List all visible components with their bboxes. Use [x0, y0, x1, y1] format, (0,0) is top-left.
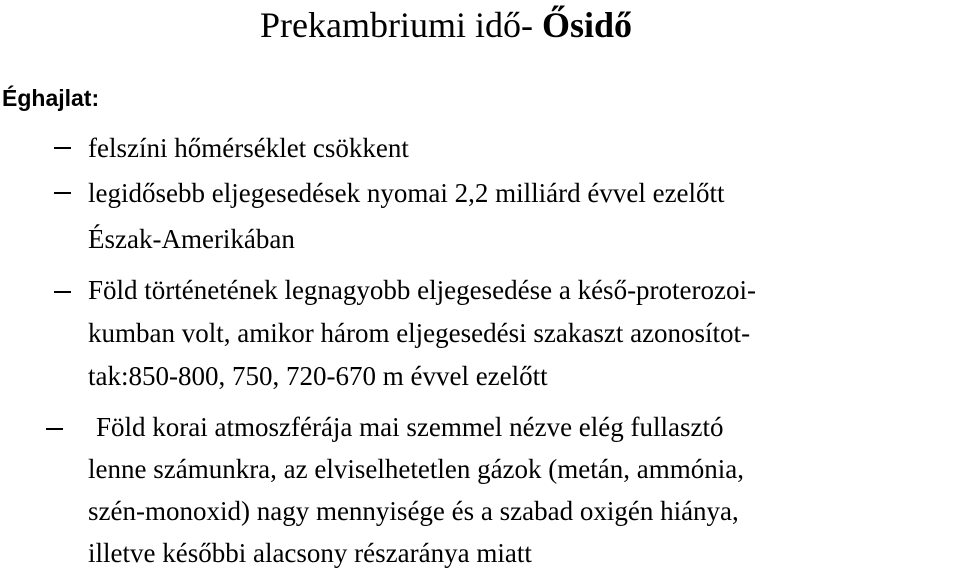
title-emphasis: Ősidő — [541, 5, 632, 45]
bullet-line: illetve későbbi alacsony részaránya miatt — [88, 538, 532, 568]
bullet-line: Föld korai atmoszférája mai szemmel nézve elég fullasztó — [96, 412, 724, 442]
bullet-text — [88, 125, 409, 171]
section-label: Éghajlat: — [2, 85, 100, 111]
bullet-text — [88, 269, 756, 398]
bullet-line: lenne számunkra, az elviselhetetlen gázok (metán, ammónia, — [88, 454, 744, 484]
bullet-line: Észak-Amerikában — [88, 224, 295, 254]
dash-bullet-icon — [46, 428, 63, 430]
slide-title — [260, 4, 632, 46]
bullet-line: kumban volt, amikor három eljegesedési szakaszt azonosítot- — [88, 318, 751, 348]
bullet-text — [88, 406, 744, 574]
bullet-line: tak:850-800, 750, 720-670 m évvel ezelőtt — [88, 361, 548, 391]
bullet-text — [88, 170, 725, 262]
bullet-line: szén-monoxid) nagy mennyisége és a szabad oxigén hiánya, — [88, 496, 739, 526]
bullet-line: Föld történetének legnagyobb eljegesedése a késő-proterozoi- — [88, 275, 756, 305]
dash-bullet-icon — [54, 147, 71, 149]
dash-bullet-icon — [54, 192, 71, 194]
dash-bullet-icon — [54, 291, 71, 293]
bullet-line: felszíni hőmérséklet csökkent — [88, 133, 409, 163]
bullet-line: legidősebb eljegesedések nyomai 2,2 milliárd évvel ezelőtt — [88, 178, 725, 208]
title-prefix: Prekambriumi idő- — [260, 5, 542, 45]
